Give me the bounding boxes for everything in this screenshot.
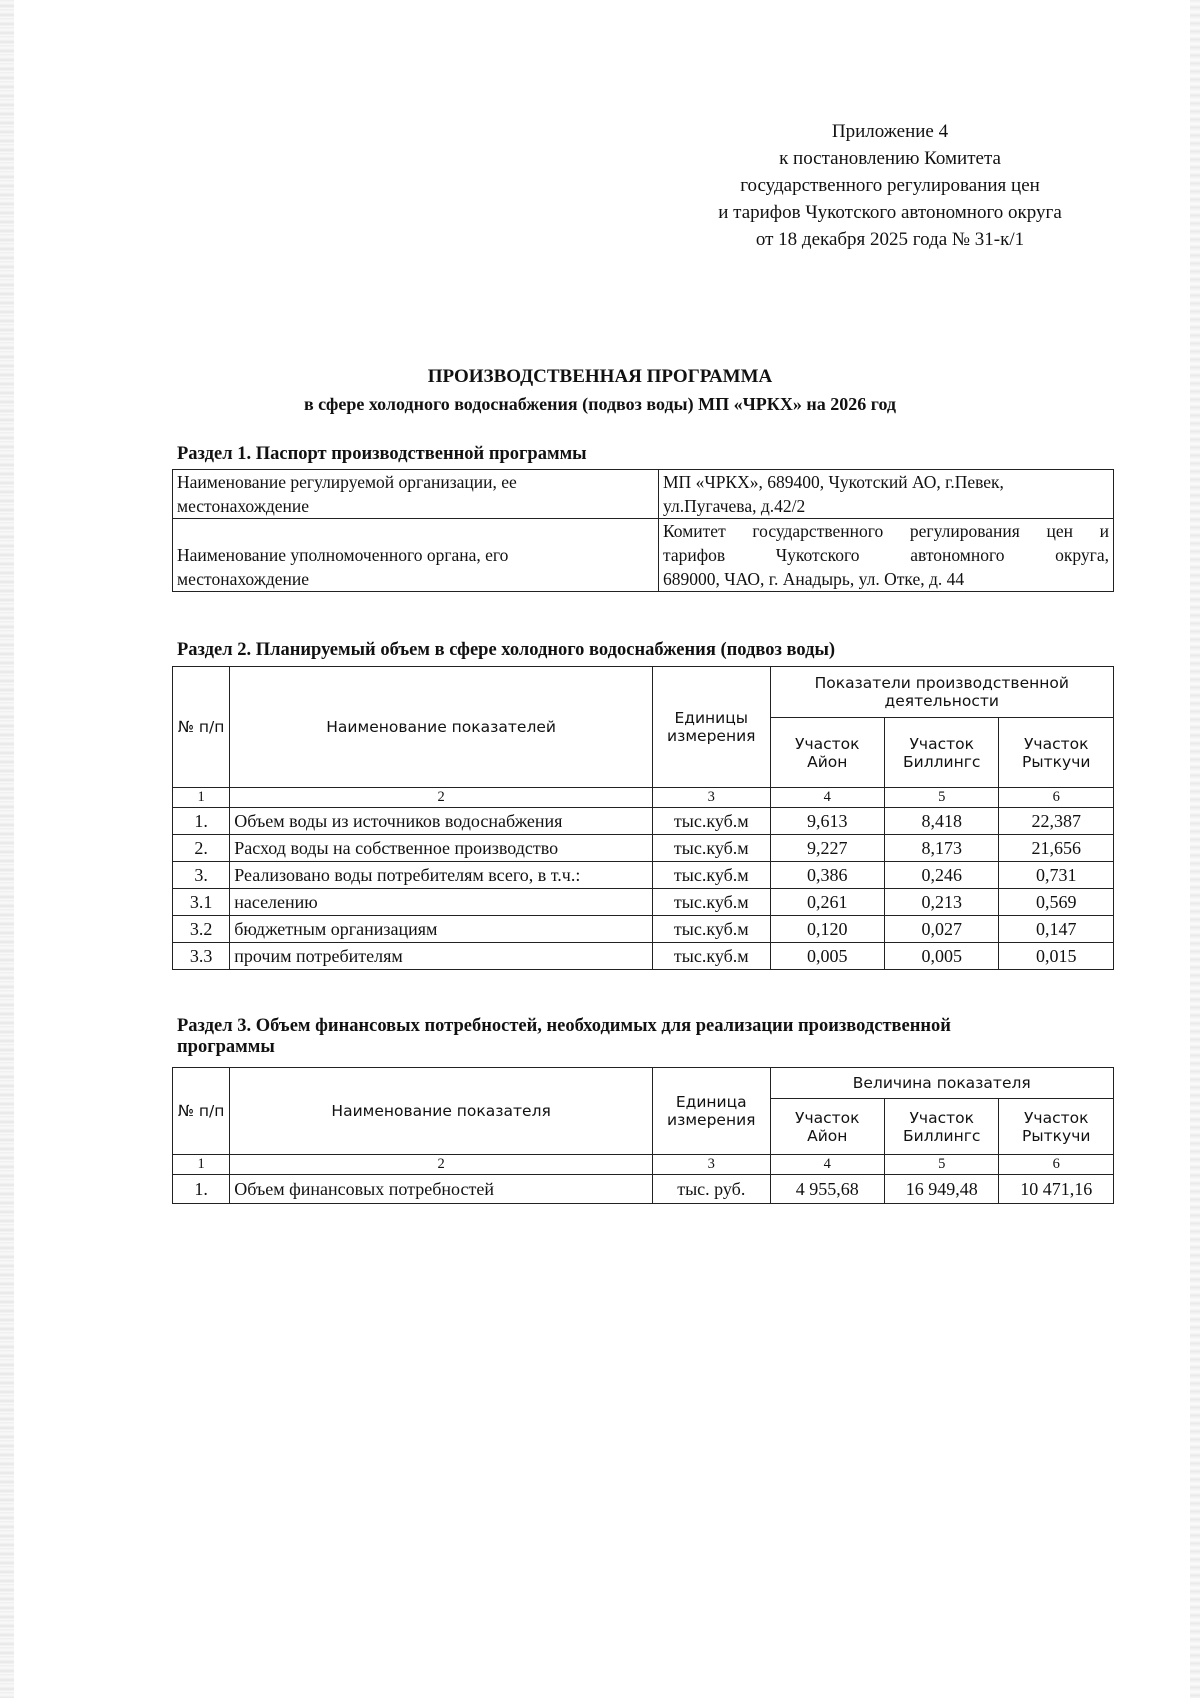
row-name: Объем финансовых потребностей xyxy=(230,1175,653,1204)
value-aion: 4 955,68 xyxy=(770,1175,884,1204)
header-unit: Единицы измерения xyxy=(653,667,770,788)
value-billings: 16 949,48 xyxy=(885,1175,999,1204)
index-cell: 4 xyxy=(770,788,884,808)
header-group: Величина показателя xyxy=(770,1068,1113,1099)
table-row xyxy=(173,916,1114,943)
header-area-billings: Участок Биллингс xyxy=(885,718,999,788)
cell-line: ул.Пугачева, д.42/2 xyxy=(663,496,806,516)
cell-line: местонахождение xyxy=(177,569,310,589)
section3-heading-line: программы xyxy=(177,1037,275,1057)
header-line: государственного регулирования цен xyxy=(740,175,1040,196)
header-unit: Единица измерения xyxy=(653,1068,770,1155)
table-row xyxy=(173,889,1114,916)
passport-value xyxy=(659,519,1114,592)
value-rytkuchi: 21,656 xyxy=(999,835,1114,862)
header-line: Приложение 4 xyxy=(831,121,949,142)
index-row xyxy=(173,788,1114,808)
row-unit: тыс.куб.м xyxy=(653,916,770,943)
index-cell: 2 xyxy=(230,1155,653,1175)
table-row xyxy=(173,1175,1114,1204)
header-no: № п/п xyxy=(173,667,230,788)
cell-line: местонахождение xyxy=(177,496,310,516)
row-name: Расход воды на собственное производство xyxy=(230,835,653,862)
index-cell: 3 xyxy=(653,788,770,808)
scan-edge-right xyxy=(1190,0,1200,1698)
cell-line: 689000, ЧАО, г. Анадырь, ул. Отке, д. 44 xyxy=(663,569,965,589)
scan-edge-left xyxy=(0,0,14,1698)
value-aion: 0,386 xyxy=(770,862,884,889)
value-rytkuchi: 0,731 xyxy=(999,862,1114,889)
cell-line: Комитет государственного регулирования цен и xyxy=(663,521,1109,541)
row-no: 3.1 xyxy=(173,889,230,916)
index-row xyxy=(173,1155,1114,1175)
index-cell: 4 xyxy=(770,1155,884,1175)
row-unit: тыс.куб.м xyxy=(653,862,770,889)
header-line: и тарифов Чукотского автономного округа xyxy=(718,202,1062,223)
section1-heading: Раздел 1. Паспорт производственной программы xyxy=(177,444,587,464)
row-unit: тыс.куб.м xyxy=(653,835,770,862)
table-row xyxy=(173,808,1114,835)
document-title: ПРОИЗВОДСТВЕННАЯ ПРОГРАММА xyxy=(427,366,773,387)
passport-label xyxy=(173,519,659,592)
row-unit: тыс.куб.м xyxy=(653,889,770,916)
header-area-aion: Участок Айон xyxy=(770,1099,884,1155)
value-billings: 0,213 xyxy=(885,889,999,916)
passport-value xyxy=(659,470,1114,519)
value-rytkuchi: 0,015 xyxy=(999,943,1114,970)
value-aion: 0,120 xyxy=(770,916,884,943)
row-no: 3. xyxy=(173,862,230,889)
finance-table xyxy=(172,1067,1114,1204)
header-line: к постановлению Комитета xyxy=(779,148,1001,169)
header-area-rytkuchi: Участок Рыткучи xyxy=(999,1099,1114,1155)
appendix-header xyxy=(660,118,1120,253)
value-aion: 0,005 xyxy=(770,943,884,970)
table-row xyxy=(173,862,1114,889)
row-no: 3.3 xyxy=(173,943,230,970)
value-aion: 9,613 xyxy=(770,808,884,835)
table-row xyxy=(173,519,1114,592)
cell-line: тарифов Чукотского автономного округа, xyxy=(663,545,1109,565)
index-cell: 5 xyxy=(885,788,999,808)
value-billings: 0,246 xyxy=(885,862,999,889)
header-area-aion: Участок Айон xyxy=(770,718,884,788)
index-cell: 3 xyxy=(653,1155,770,1175)
row-no: 3.2 xyxy=(173,916,230,943)
section3-heading xyxy=(177,1016,951,1058)
table-header-row xyxy=(173,1068,1114,1099)
header-no: № п/п xyxy=(173,1068,230,1155)
header-name: Наименование показателя xyxy=(230,1068,653,1155)
passport-label xyxy=(173,470,659,519)
value-rytkuchi: 10 471,16 xyxy=(999,1175,1114,1204)
index-cell: 1 xyxy=(173,788,230,808)
row-name: Реализовано воды потребителям всего, в т.ч.: xyxy=(230,862,653,889)
row-unit: тыс.куб.м xyxy=(653,808,770,835)
row-no: 2. xyxy=(173,835,230,862)
section3-heading-line: Раздел 3. Объем финансовых потребностей, необходимых для реализации производственной xyxy=(177,1016,951,1036)
row-no: 1. xyxy=(173,808,230,835)
value-aion: 0,261 xyxy=(770,889,884,916)
row-no: 1. xyxy=(173,1175,230,1204)
index-cell: 2 xyxy=(230,788,653,808)
header-line: от 18 декабря 2025 года № 31-к/1 xyxy=(755,229,1025,250)
row-name: бюджетным организациям xyxy=(230,916,653,943)
header-name: Наименование показателей xyxy=(230,667,653,788)
value-billings: 0,027 xyxy=(885,916,999,943)
cell-line: Наименование регулируемой организации, ее xyxy=(177,472,517,492)
table-row xyxy=(173,470,1114,519)
volume-table xyxy=(172,666,1114,970)
table-row xyxy=(173,835,1114,862)
index-cell: 6 xyxy=(999,1155,1114,1175)
header-area-rytkuchi: Участок Рыткучи xyxy=(999,718,1114,788)
table-header-row xyxy=(173,667,1114,718)
value-aion: 9,227 xyxy=(770,835,884,862)
value-billings: 0,005 xyxy=(885,943,999,970)
row-unit: тыс. руб. xyxy=(653,1175,770,1204)
header-group: Показатели производственной деятельности xyxy=(770,667,1113,718)
index-cell: 1 xyxy=(173,1155,230,1175)
section2-heading: Раздел 2. Планируемый объем в сфере холодного водоснабжения (подвоз воды) xyxy=(177,640,836,660)
row-name: населению xyxy=(230,889,653,916)
row-unit: тыс.куб.м xyxy=(653,943,770,970)
cell-line: Наименование уполномоченного органа, его xyxy=(177,545,509,565)
value-rytkuchi: 0,147 xyxy=(999,916,1114,943)
document-subtitle: в сфере холодного водоснабжения (подвоз воды) МП «ЧРКХ» на 2026 год xyxy=(303,394,897,414)
row-name: прочим потребителям xyxy=(230,943,653,970)
table-row xyxy=(173,943,1114,970)
value-billings: 8,418 xyxy=(885,808,999,835)
value-billings: 8,173 xyxy=(885,835,999,862)
index-cell: 6 xyxy=(999,788,1114,808)
value-rytkuchi: 0,569 xyxy=(999,889,1114,916)
row-name: Объем воды из источников водоснабжения xyxy=(230,808,653,835)
header-area-billings: Участок Биллингс xyxy=(885,1099,999,1155)
cell-line: МП «ЧРКХ», 689400, Чукотский АО, г.Певек, xyxy=(663,472,1004,492)
passport-table xyxy=(172,469,1114,592)
value-rytkuchi: 22,387 xyxy=(999,808,1114,835)
index-cell: 5 xyxy=(885,1155,999,1175)
